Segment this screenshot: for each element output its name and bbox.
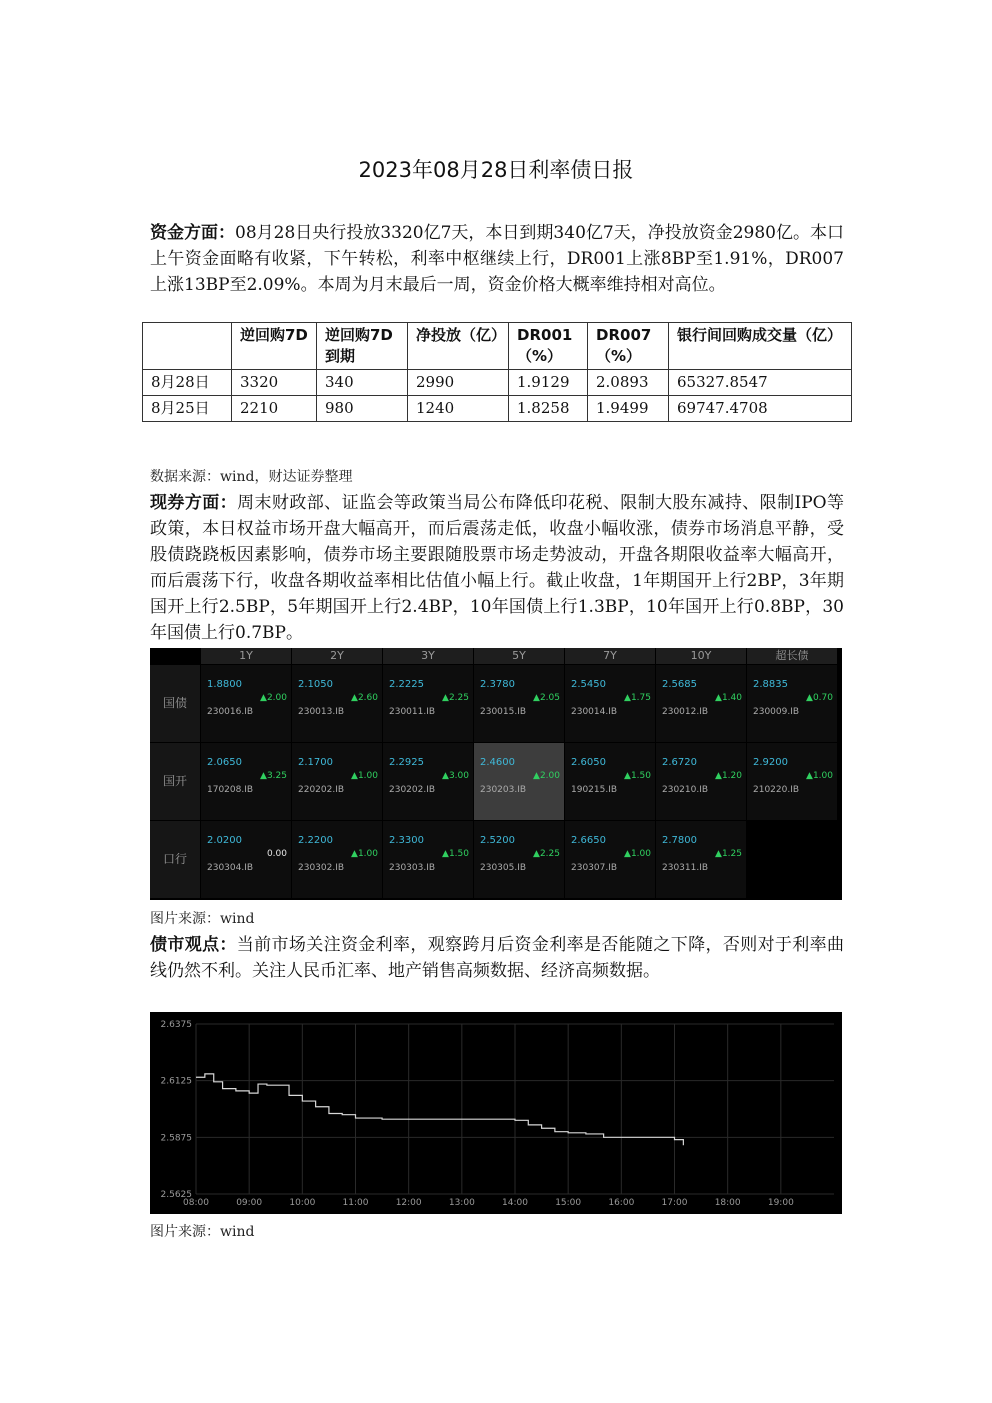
bond-cell [474, 743, 564, 820]
view-paragraph [150, 932, 844, 984]
bond-yield: 2.1700 [298, 757, 333, 768]
bond-code: 230203.IB [480, 785, 527, 795]
chart-svg [150, 1012, 842, 1214]
grid-column-header: 5Y [474, 648, 564, 664]
bond-cell [656, 665, 746, 742]
bond-change: ▲1.00 [624, 849, 651, 859]
x-tick-label: 13:00 [448, 1198, 475, 1208]
bond-code: 230305.IB [480, 863, 527, 873]
bond-change: ▲2.25 [442, 693, 469, 703]
bond-code: 230210.IB [662, 785, 709, 795]
page-title: 2023年08月28日利率债日报 [358, 158, 634, 182]
bond-yield: 2.8835 [753, 679, 788, 690]
grid-row-label: 国开 [150, 743, 200, 820]
grid-column-header: 3Y [383, 648, 473, 664]
bond-change: ▲1.40 [715, 693, 742, 703]
bond-code: 220202.IB [298, 785, 345, 795]
bond-yield: 2.5200 [480, 835, 515, 846]
bond-cell [474, 821, 564, 898]
bond-yield: 2.4600 [480, 757, 515, 768]
bond-change: ▲2.00 [260, 693, 287, 703]
grid-row-label: 国债 [150, 665, 200, 742]
bond-code: 230015.IB [480, 707, 527, 717]
bond-code: 230014.IB [571, 707, 618, 717]
bond-cell [474, 665, 564, 742]
x-tick-label: 11:00 [342, 1198, 369, 1208]
bond-yield: 2.9200 [753, 757, 788, 768]
bond-yield: 2.2925 [389, 757, 424, 768]
spot-heading: 现券方面： [150, 493, 238, 513]
bond-code: 210220.IB [753, 785, 800, 795]
bond-code: 230009.IB [753, 707, 800, 717]
bond-change: ▲2.60 [351, 693, 378, 703]
table-cell: 2210 [232, 396, 317, 422]
bond-yield: 2.5685 [662, 679, 697, 690]
bond-cell [656, 821, 746, 898]
view-text: 当前市场关注资金利率，观察跨月后资金利率是否能随之下降，否则对于利率曲线仍然不利。关注人民币汇率、地产销售高频数据、经济高频数据。 [150, 935, 845, 981]
bond-cell [565, 821, 655, 898]
bond-code: 230307.IB [571, 863, 618, 873]
data-source-note: 数据来源：wind，财达证券整理 [150, 469, 353, 485]
funds-heading: 资金方面： [150, 223, 236, 243]
table-cell: 1.9499 [588, 396, 669, 422]
bond-change: ▲2.00 [533, 771, 560, 781]
bond-code: 230012.IB [662, 707, 709, 717]
table-header-cell: DR007（%） [588, 323, 669, 370]
bond-yield: 2.0200 [207, 835, 242, 846]
view-heading: 债市观点： [150, 935, 237, 955]
table-cell: 1.9129 [509, 370, 588, 396]
bond-change: ▲1.75 [624, 693, 651, 703]
x-tick-label: 08:00 [183, 1198, 209, 1208]
bond-code: 230311.IB [662, 863, 709, 873]
bond-cell [656, 743, 746, 820]
table-row [143, 396, 852, 422]
bond-code: 230302.IB [298, 863, 345, 873]
bond-yield: 2.7800 [662, 835, 697, 846]
x-tick-label: 14:00 [502, 1198, 528, 1208]
bond-cell [292, 821, 382, 898]
bond-code: 230013.IB [298, 707, 345, 717]
x-tick-label: 19:00 [767, 1198, 794, 1208]
bond-yield: 2.5450 [571, 679, 606, 690]
x-tick-label: 17:00 [661, 1198, 688, 1208]
bond-change: 0.00 [266, 849, 287, 859]
bond-cell [383, 821, 473, 898]
table-cell: 69747.4708 [669, 396, 852, 422]
bond-code: 230202.IB [389, 785, 436, 795]
bond-cell [565, 665, 655, 742]
table-header-cell: 逆回购7D [232, 323, 317, 370]
bond-yield: 1.8800 [207, 679, 242, 690]
funds-text: 08月28日央行投放3320亿7天，本日到期340亿7天，净投放资金2980亿。本口上午资金面略有收紧，下午转松，利率中枢继续上行，DR001上涨8BP至1.91%，DR007上涨13BP至2.09%。本周为月末最后一周，资金价格大概率维持相对高位。 [150, 223, 845, 295]
bond-yield: 2.6720 [662, 757, 697, 768]
bond-change: ▲2.25 [533, 849, 560, 859]
bond-cell [383, 743, 473, 820]
bond-yield: 2.0650 [207, 757, 242, 768]
table-cell: 980 [317, 396, 408, 422]
table-cell: 1240 [408, 396, 509, 422]
bond-yield-grid [150, 648, 842, 900]
grid-row-label: 口行 [150, 821, 200, 898]
table-cell: 340 [317, 370, 408, 396]
grid-column-header: 1Y [201, 648, 291, 664]
bond-change: ▲1.50 [624, 771, 651, 781]
bond-yield: 2.6650 [571, 835, 606, 846]
bond-change: ▲1.00 [351, 771, 378, 781]
table-row [143, 370, 852, 396]
table-cell: 65327.8547 [669, 370, 852, 396]
bond-change: ▲1.25 [715, 849, 742, 859]
table-cell: 2.0893 [588, 370, 669, 396]
table-cell: 8月25日 [143, 396, 232, 422]
bond-cell [565, 743, 655, 820]
y-tick-label: 2.5625 [160, 1190, 192, 1200]
spot-text: 周末财政部、证监会等政策当局公布降低印花税、限制大股东减持、限制IPO等政策，本日权益市场开盘大幅高开，而后震荡走低，收盘小幅收涨，债券市场消息平静，受股债跷跷板因素影响，债券市场主要跟随股票市场走势波动，开盘各期限收益率大幅高开，而后震荡下行，收盘各期收益率相比估值小幅上行。截止收盘，1年期国开上行2BP，3年期国开上行2.5BP，5年期国开上行2.4BP，10年国债上行1.3BP，10年国开上行0.8BP，30年国债上行0.7BP。 [150, 493, 844, 643]
y-tick-label: 2.6125 [160, 1076, 192, 1087]
bond-change: ▲1.50 [442, 849, 469, 859]
bond-yield: 2.1050 [298, 679, 333, 690]
bond-change: ▲0.70 [806, 693, 833, 703]
bond-change: ▲2.05 [533, 693, 560, 703]
table-cell: 1.8258 [509, 396, 588, 422]
bond-cell [292, 743, 382, 820]
y-tick-label: 2.6375 [160, 1020, 192, 1030]
y-tick-label: 2.5875 [160, 1133, 192, 1144]
bond-yield: 2.6050 [571, 757, 606, 768]
bond-yield: 2.2225 [389, 679, 424, 690]
x-tick-label: 15:00 [555, 1198, 582, 1208]
bond-code: 230304.IB [207, 863, 254, 873]
table-header-cell: 银行间回购成交量（亿） [669, 323, 852, 370]
bond-code: 230011.IB [389, 707, 436, 717]
bond-change: ▲3.25 [260, 771, 287, 781]
bond-change: ▲3.00 [442, 771, 469, 781]
series-line [196, 1074, 683, 1145]
table-cell: 2990 [408, 370, 509, 396]
yield-intraday-chart [150, 1012, 842, 1214]
spot-paragraph [150, 490, 844, 646]
bond-cell [201, 821, 291, 898]
bond-code: 170208.IB [207, 785, 254, 795]
table-cell: 8月28日 [143, 370, 232, 396]
image-source-note: 图片来源：wind [150, 911, 255, 927]
x-tick-label: 12:00 [395, 1198, 422, 1208]
fund-table [142, 322, 852, 422]
fund-table-header [143, 323, 852, 370]
grid-column-header: 10Y [656, 648, 746, 664]
x-tick-label: 10:00 [289, 1198, 316, 1208]
table-header-cell: 逆回购7D到期 [317, 323, 408, 370]
bond-code: 230303.IB [389, 863, 436, 873]
table-header-cell [143, 323, 232, 370]
bond-change: ▲1.20 [715, 771, 742, 781]
bond-yield: 2.2200 [298, 835, 333, 846]
bond-cell [747, 665, 837, 742]
bond-change: ▲1.00 [806, 771, 833, 781]
bond-code: 230016.IB [207, 707, 254, 717]
grid-column-header: 2Y [292, 648, 382, 664]
table-header-cell: DR001（%） [509, 323, 588, 370]
grid-column-header: 超长债 [747, 648, 837, 664]
bond-code: 190215.IB [571, 785, 618, 795]
chart-source-note: 图片来源：wind [150, 1224, 255, 1240]
bond-cell [292, 665, 382, 742]
bond-change: ▲1.00 [351, 849, 378, 859]
bond-yield: 2.3780 [480, 679, 515, 690]
bond-cell [201, 665, 291, 742]
table-header-cell: 净投放（亿） [408, 323, 509, 370]
x-tick-label: 16:00 [608, 1198, 635, 1208]
bond-cell [383, 665, 473, 742]
x-tick-label: 09:00 [236, 1198, 263, 1208]
funds-paragraph [150, 220, 844, 298]
x-tick-label: 18:00 [714, 1198, 741, 1208]
bond-cell [747, 743, 837, 820]
grid-column-header: 7Y [565, 648, 655, 664]
bond-yield: 2.3300 [389, 835, 424, 846]
table-cell: 3320 [232, 370, 317, 396]
bond-cell [201, 743, 291, 820]
